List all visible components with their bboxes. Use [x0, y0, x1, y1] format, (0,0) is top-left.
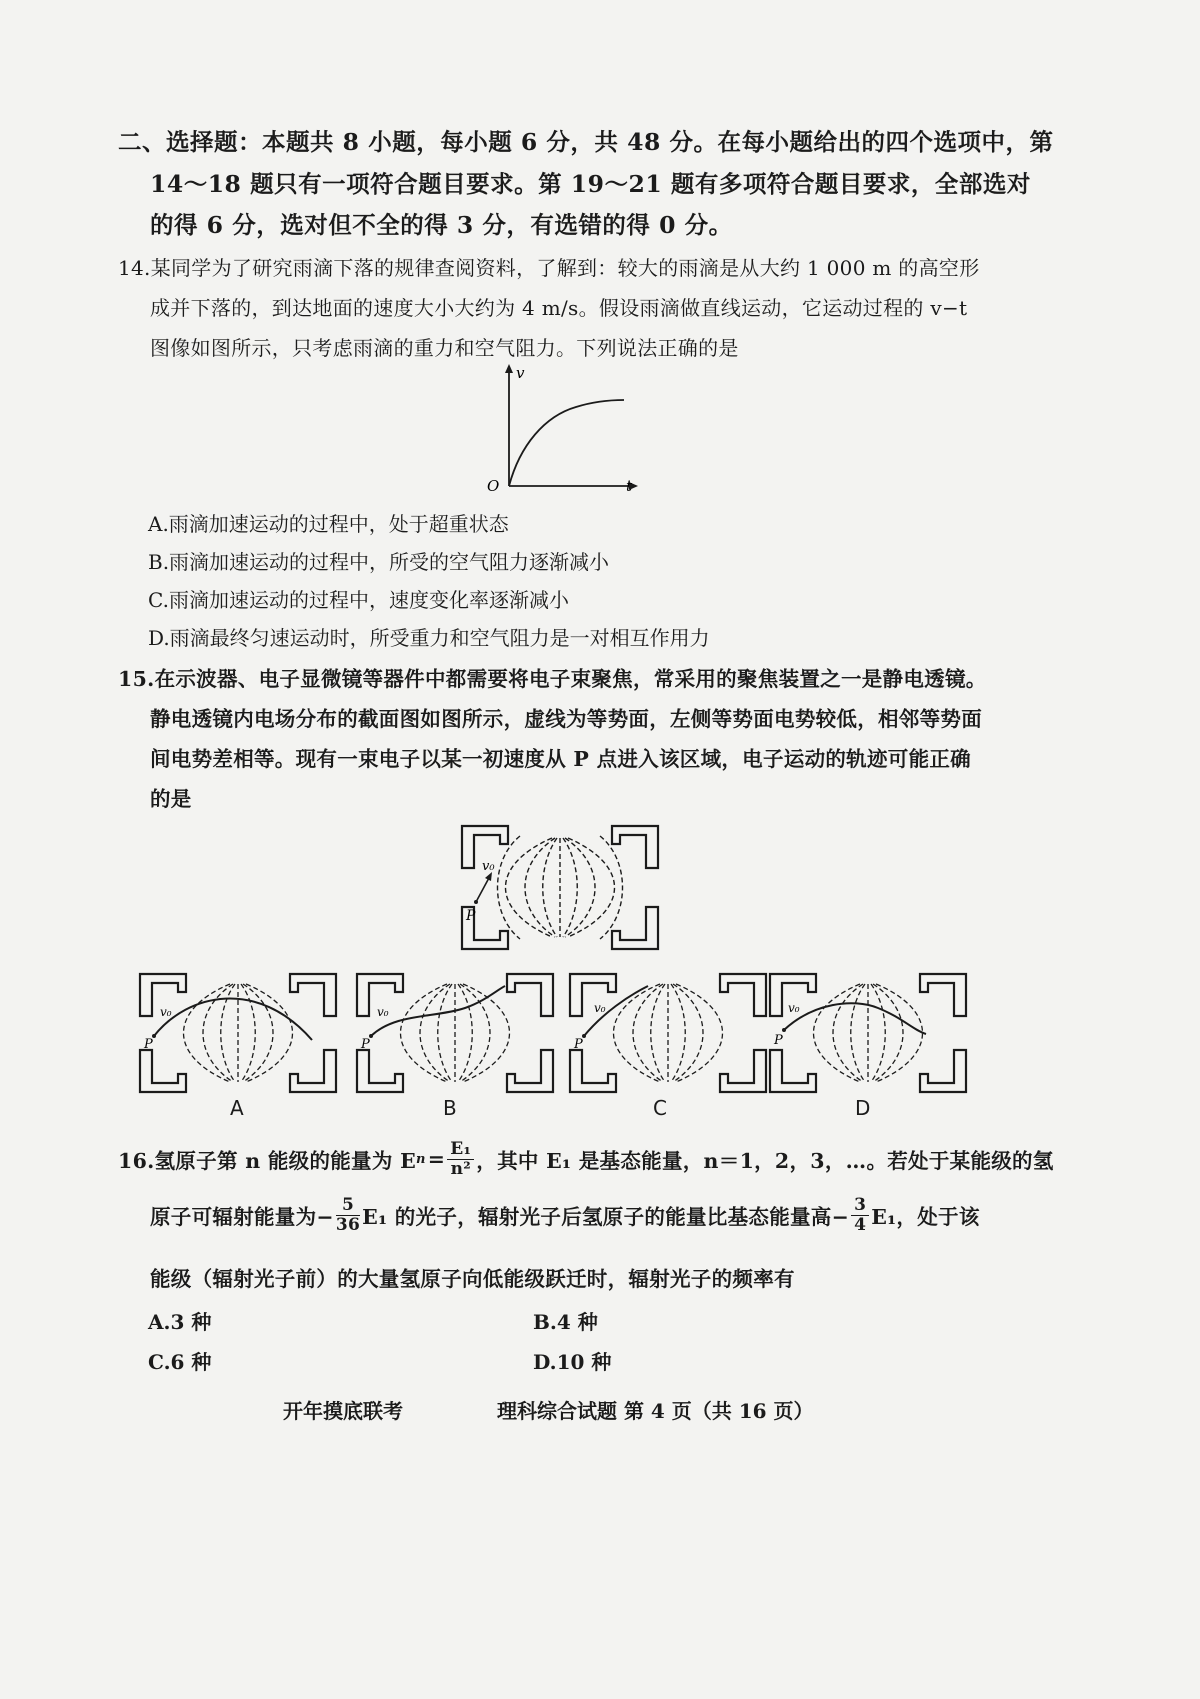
- p-label: P: [466, 908, 476, 924]
- q15-stem-line2: 静电透镜内电场分布的截面图如图所示，虚线为等势面，左侧等势面电势较低，相邻等势面: [150, 707, 982, 731]
- q16-stem-line2: [150, 1196, 980, 1234]
- q16-line2-a: 原子可辐射能量为−: [150, 1205, 334, 1230]
- p-label-b: P: [361, 1037, 370, 1052]
- electrode-top-right: [612, 826, 658, 868]
- velocity-curve: [509, 400, 624, 486]
- q16-stem-line1: [118, 1140, 1054, 1178]
- q14-option-a: A.雨滴加速运动的过程中，处于超重状态: [148, 512, 509, 536]
- q15-figure-c: [568, 968, 768, 1098]
- q16-line2-c: E₁，处于该: [871, 1205, 980, 1230]
- frac3-denominator: 4: [854, 1214, 867, 1235]
- frac3-numerator: 3: [851, 1196, 869, 1216]
- q16-option-a: A.3 种: [148, 1310, 212, 1334]
- caption-c: C: [653, 1096, 667, 1120]
- q14-stem-line1: 14.某同学为了研究雨滴下落的规律查阅资料，了解到：较大的雨滴是从大约 1 000 m 的高空形: [118, 256, 980, 280]
- frac1-denominator: n²: [450, 1158, 471, 1179]
- caption-a: A: [230, 1096, 244, 1120]
- p-label-d: P: [774, 1033, 783, 1048]
- origin-label: O: [487, 477, 500, 495]
- v0-arrow: [476, 876, 490, 902]
- trajectory-d: [784, 1003, 926, 1034]
- q15-stem-line4: 的是: [150, 787, 192, 811]
- q16-fraction-3-4: [851, 1196, 869, 1234]
- p-label-c: P: [574, 1037, 583, 1052]
- q16-prefix: 16.氢原子第 n 能级的能量为 E: [118, 1149, 417, 1174]
- q16-after-frac: ，其中 E₁ 是基态能量，n＝1，2，3，…。若处于某能级的氢: [476, 1149, 1054, 1174]
- q16-sub-n: n: [416, 1151, 426, 1167]
- t-axis-label: t: [626, 477, 633, 495]
- q16-line2-b: E₁ 的光子，辐射光子后氢原子的能量比基态能量高−: [362, 1205, 850, 1230]
- q16-fraction-en: [447, 1140, 474, 1178]
- q16-option-d: D.10 种: [533, 1350, 612, 1374]
- q15-figure-b: [355, 968, 555, 1098]
- q16-stem-line3: 能级（辐射光子前）的大量氢原子向低能级跃迁时，辐射光子的频率有: [150, 1267, 795, 1291]
- q15-figure-a: [138, 968, 338, 1098]
- q16-eq: =: [427, 1147, 446, 1172]
- q16-option-b: B.4 种: [533, 1310, 598, 1334]
- v0-label-a: v₀: [160, 1005, 172, 1019]
- bleed-through-text: [620, 572, 638, 598]
- q15-lens-figure: [460, 820, 660, 955]
- q15-figure-d: [768, 968, 968, 1098]
- trajectory-a: [154, 999, 312, 1040]
- q15-stem-line1: 15.在示波器、电子显微镜等器件中都需要将电子束聚焦，常采用的聚焦装置之一是静电透镜。: [118, 667, 987, 691]
- frac2-denominator: 36: [335, 1214, 361, 1235]
- caption-b: B: [443, 1096, 457, 1120]
- section-heading-line2: 14～18 题只有一项符合题目要求。第 19～21 题有多项符合题目要求，全部选对: [150, 170, 1031, 198]
- q14-option-d: D.雨滴最终匀速运动时，所受重力和空气阻力是一对相互作用力: [148, 626, 710, 650]
- q16-option-c: C.6 种: [148, 1350, 212, 1374]
- frac1-numerator: E₁: [447, 1140, 474, 1160]
- q14-option-c: C.雨滴加速运动的过程中，速度变化率逐渐减小: [148, 588, 569, 612]
- q14-vt-graph: [480, 360, 650, 495]
- q15-stem-line3: 间电势差相等。现有一束电子以某一初速度从 P 点进入该区域，电子运动的轨迹可能正确: [150, 747, 971, 771]
- v0-label-d: v₀: [788, 1001, 800, 1015]
- caption-d: D: [855, 1096, 871, 1120]
- point-p: [474, 900, 478, 904]
- p-label-a: P: [144, 1037, 153, 1052]
- q16-fraction-5-36: [336, 1196, 360, 1234]
- q14-stem-line3: 图像如图所示，只考虑雨滴的重力和空气阻力。下列说法正确的是: [150, 336, 739, 360]
- footer-right: 理科综合试题 第 4 页（共 16 页）: [497, 1399, 814, 1423]
- q14-stem-line2: 成并下落的，到达地面的速度大小大约为 4 m/s。假设雨滴做直线运动，它运动过程的 v−t: [150, 296, 968, 320]
- v0-label: v₀: [482, 859, 495, 874]
- footer-left: 开年摸底联考: [283, 1399, 403, 1423]
- q14-option-b: B.雨滴加速运动的过程中，所受的空气阻力逐渐减小: [148, 550, 610, 574]
- trajectory-b: [371, 986, 505, 1036]
- v0-label-b: v₀: [377, 1005, 389, 1019]
- section-heading-line3: 的得 6 分，选对但不全的得 3 分，有选错的得 0 分。: [150, 211, 733, 239]
- equipotential-lines: [498, 836, 623, 939]
- section-heading-line1: 二、选择题：本题共 8 小题，每小题 6 分，共 48 分。在每小题给出的四个选项中，第: [118, 128, 1054, 156]
- v-axis-label: v: [516, 364, 525, 382]
- v0-label-c: v₀: [594, 1001, 606, 1015]
- electrode-bottom-right: [612, 907, 658, 949]
- frac2-numerator: 5: [336, 1196, 360, 1216]
- v-axis-arrow: [505, 364, 513, 373]
